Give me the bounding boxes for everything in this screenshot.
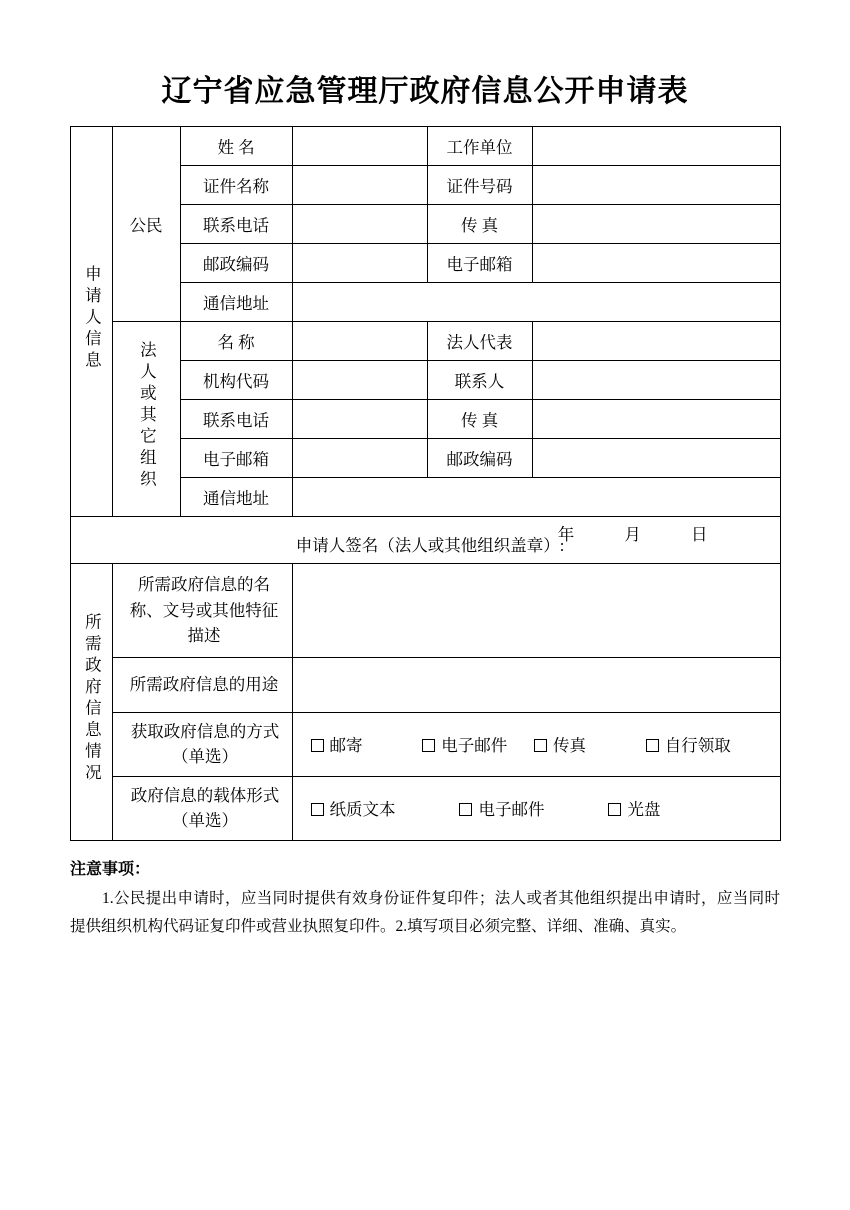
field-value-org-code[interactable]: [292, 361, 427, 400]
field-value-phone[interactable]: [292, 205, 427, 244]
table-row: [70, 517, 780, 564]
field-label-name: 姓 名: [180, 127, 292, 166]
label-info-purpose: 所需政府信息的用途: [112, 657, 292, 712]
date-month-label: 月: [624, 525, 643, 544]
option-acquire-pickup[interactable]: 自行领取: [646, 732, 758, 756]
date-day-label: 日: [691, 525, 710, 544]
label-carrier-form: 政府信息的载体形式（单选）: [112, 776, 292, 840]
notes-section: [70, 841, 780, 942]
field-label-id-number: 证件号码: [427, 166, 532, 205]
field-label-org-email: 电子邮箱: [180, 439, 292, 478]
legal-person-label: 法人或其它组织: [112, 322, 180, 517]
field-value-fax[interactable]: [532, 205, 780, 244]
acquire-method-options: [292, 712, 780, 776]
page-title: 辽宁省应急管理厅政府信息公开申请表: [161, 75, 689, 108]
option-acquire-mail[interactable]: 邮寄: [311, 732, 423, 756]
field-label-id-type: 证件名称: [180, 166, 292, 205]
value-info-description[interactable]: [292, 564, 780, 658]
field-label-org-name: 名 称: [180, 322, 292, 361]
checkbox-icon[interactable]: [534, 739, 547, 752]
table-row: [70, 127, 780, 166]
date-year-label: 年: [557, 525, 577, 544]
option-carrier-paper[interactable]: 纸质文本: [311, 796, 460, 820]
field-value-name[interactable]: [292, 127, 427, 166]
field-label-org-code: 机构代码: [180, 361, 292, 400]
field-label-email: 电子邮箱: [427, 244, 532, 283]
field-value-org-name[interactable]: [292, 322, 427, 361]
field-value-org-phone[interactable]: [292, 400, 427, 439]
field-value-org-fax[interactable]: [532, 400, 780, 439]
field-label-org-phone: 联系电话: [180, 400, 292, 439]
notes-body: 1.公民提出申请时，应当同时提供有效身份证件复印件；法人或者其他组织提出申请时，应当同时提供组织机构代码证复印件或营业执照复印件。2.填写项目必须完整、详细、准确、真实。: [70, 889, 780, 936]
field-value-email[interactable]: [532, 244, 780, 283]
option-acquire-email[interactable]: 电子邮件: [422, 732, 534, 756]
option-carrier-disc[interactable]: 光盘: [608, 796, 757, 820]
signature-label: 申请人签名（法人或其他组织盖章）:: [295, 536, 565, 555]
carrier-form-options: [292, 776, 780, 840]
field-value-org-address[interactable]: [292, 478, 780, 517]
field-label-address: 通信地址: [180, 283, 292, 322]
table-row: [70, 712, 780, 776]
signature-block[interactable]: [70, 517, 780, 564]
table-row: [70, 564, 780, 658]
value-info-purpose[interactable]: [292, 657, 780, 712]
field-label-fax: 传 真: [427, 205, 532, 244]
citizen-label: 公民: [112, 127, 180, 322]
field-label-phone: 联系电话: [180, 205, 292, 244]
field-value-legal-rep[interactable]: [532, 322, 780, 361]
checkbox-icon[interactable]: [311, 803, 324, 816]
field-value-work-unit[interactable]: [532, 127, 780, 166]
label-info-description: 所需政府信息的名称、文号或其他特征描述: [112, 564, 292, 658]
notes-title: 注意事项：: [70, 860, 151, 878]
field-value-address[interactable]: [292, 283, 780, 322]
table-row: [70, 776, 780, 840]
requested-info-vertical-label: 所需政府信息情况: [70, 564, 112, 841]
field-value-org-email[interactable]: [292, 439, 427, 478]
field-label-org-address: 通信地址: [180, 478, 292, 517]
field-value-org-postcode[interactable]: [532, 439, 780, 478]
option-acquire-fax[interactable]: 传真: [534, 732, 646, 756]
field-label-legal-rep: 法人代表: [427, 322, 532, 361]
label-acquire-method: 获取政府信息的方式（单选）: [112, 712, 292, 776]
checkbox-icon[interactable]: [311, 739, 324, 752]
field-label-contact-person: 联系人: [427, 361, 532, 400]
checkbox-icon[interactable]: [459, 803, 472, 816]
signature-date-line: [516, 521, 710, 545]
checkbox-icon[interactable]: [422, 739, 435, 752]
checkbox-icon[interactable]: [646, 739, 659, 752]
option-carrier-email[interactable]: 电子邮件: [459, 796, 608, 820]
field-value-contact-person[interactable]: [532, 361, 780, 400]
field-value-id-number[interactable]: [532, 166, 780, 205]
field-label-org-fax: 传 真: [427, 400, 532, 439]
field-label-work-unit: 工作单位: [427, 127, 532, 166]
table-row: [70, 322, 780, 361]
table-row: [70, 657, 780, 712]
applicant-info-vertical-label: 申请人信息: [70, 127, 112, 517]
field-label-org-postcode: 邮政编码: [427, 439, 532, 478]
field-label-postcode: 邮政编码: [180, 244, 292, 283]
field-value-postcode[interactable]: [292, 244, 427, 283]
checkbox-icon[interactable]: [608, 803, 621, 816]
application-form-table: [70, 126, 781, 841]
field-value-id-type[interactable]: [292, 166, 427, 205]
